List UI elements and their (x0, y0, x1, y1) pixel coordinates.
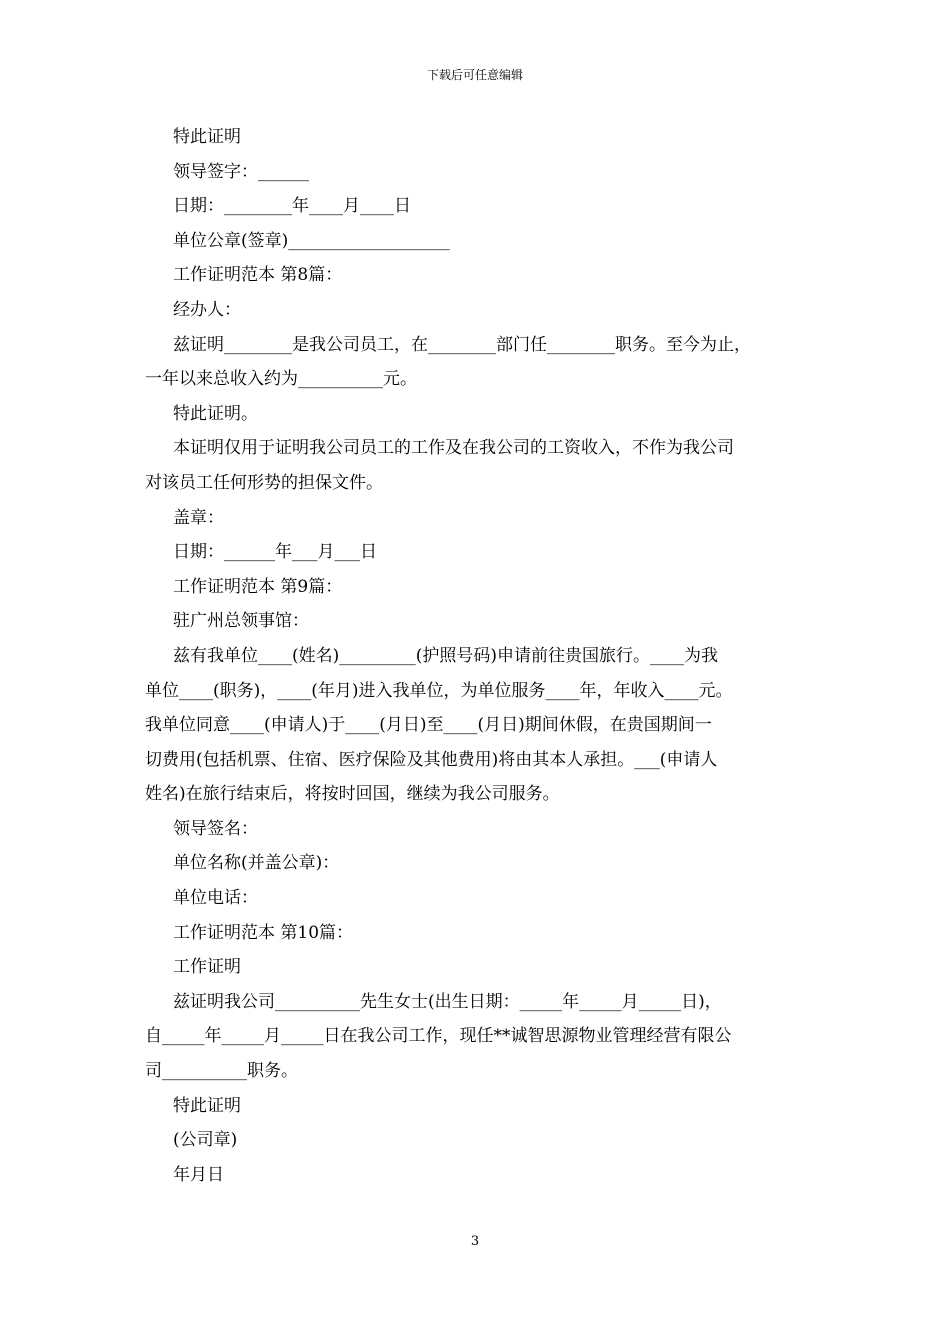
text-line: 日期：______年___月___日 (173, 542, 377, 563)
text-line: 日期：________年____月____日 (173, 196, 411, 217)
text-line: 工作证明 (173, 957, 241, 978)
text-line: 对该员工任何形势的担保文件。 (145, 472, 383, 493)
text-line: 特此证明 (173, 127, 241, 147)
text-line: 兹证明________是我公司员工，在________部门任________职务。至今为止， (173, 334, 751, 355)
text-line: 工作证明范本 第8篇： (173, 265, 343, 286)
text-line: 单位名称(并盖公章)： (173, 853, 340, 874)
text-line: 姓名)在旅行结束后，将按时回国，继续为我公司服务。 (145, 784, 560, 805)
text-line: 切费用(包括机票、住宿、医疗保险及其他费用)将由其本人承担。___(申请人 (145, 749, 718, 770)
page-number: 3 (470, 1234, 480, 1249)
text-line: 工作证明范本 第9篇： (173, 576, 343, 597)
text-line: 单位公章(签章)___________________ (173, 230, 450, 251)
text-line: 兹证明我公司__________先生女士(出生日期：_____年_____月_____日)， (173, 991, 722, 1012)
text-line: 盖章： (173, 507, 224, 528)
text-line: (公司章) (173, 1130, 238, 1151)
text-line: 年月日 (173, 1164, 224, 1185)
text-line: 领导签名： (173, 818, 258, 839)
text-line: 工作证明范本 第10篇： (173, 922, 354, 943)
text-line: 单位____(职务)，____(年月)进入我单位，为单位服务____年，年收入____元。 (145, 680, 733, 701)
text-line: 经办人： (173, 299, 241, 320)
text-line: 自_____年_____月_____日在我公司工作，现任**诚智思源物业管理经营有限公 (145, 1026, 732, 1047)
text-line: 本证明仅用于证明我公司员工的工作及在我公司的工资收入，不作为我公司 (173, 438, 734, 459)
text-line: 驻广州总领事馆： (173, 611, 309, 632)
text-line: 我单位同意____(申请人)于____(月日)至____(月日)期间休假，在贵国期间一 (145, 715, 712, 736)
document-body (145, 120, 810, 1192)
text-line: 一年以来总收入约为__________元。 (145, 369, 417, 390)
text-line: 特此证明。 (173, 403, 258, 424)
text-line: 领导签字：______ (173, 161, 309, 182)
text-line: 兹有我单位____(姓名)_________(护照号码)申请前往贵国旅行。____为我 (173, 645, 719, 666)
text-line: 特此证明 (173, 1095, 241, 1116)
text-line: 单位电话： (173, 888, 258, 909)
text-line: 司__________职务。 (145, 1061, 298, 1082)
page-header: 下载后可任意编辑 (426, 68, 523, 82)
